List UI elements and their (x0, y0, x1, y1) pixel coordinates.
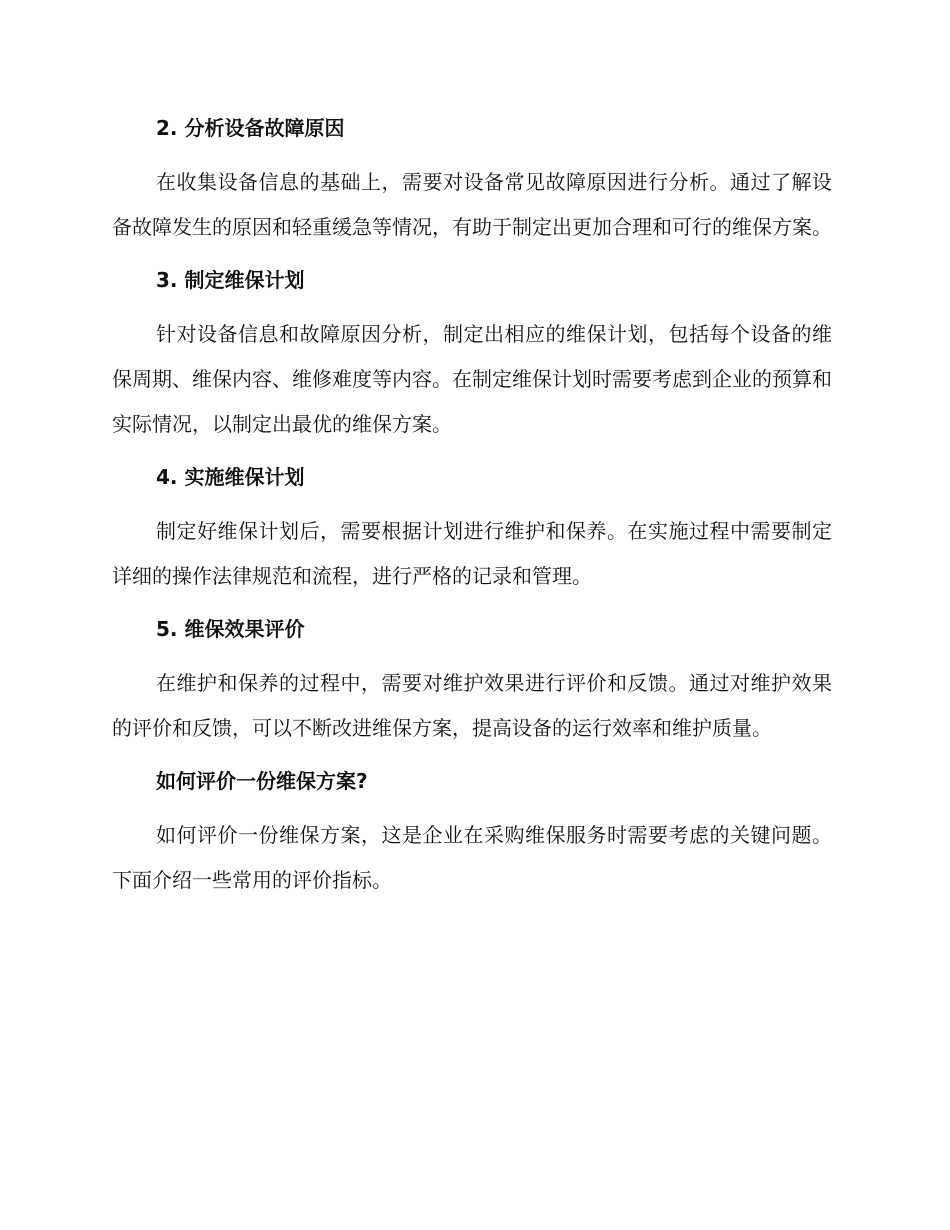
section-paragraph-maintenance-evaluation: 在维护和保养的过程中，需要对维护效果进行评价和反馈。通过对维护效果的评价和反馈，可以不断改进维保方案，提高设备的运行效率和维护质量。 (112, 671, 832, 740)
section-heading-analyze-fault-causes: 2. 分析设备故障原因 (156, 116, 345, 140)
section-paragraph-implement-maintenance-plan: 制定好维保计划后，需要根据计划进行维护和保养。在实施过程中需要制定详细的操作法律规范和流程，进行严格的记录和管理。 (112, 519, 832, 588)
section-heading-maintenance-evaluation: 5. 维保效果评价 (156, 617, 305, 641)
section-heading-implement-maintenance-plan: 4. 实施维保计划 (156, 465, 305, 489)
section-paragraph-how-to-evaluate: 如何评价一份维保方案，这是企业在采购维保服务时需要考虑的关键问题。下面介绍一些常用的评价指标。 (112, 823, 832, 892)
document-content (112, 110, 832, 915)
section-paragraph-analyze-fault-causes: 在收集设备信息的基础上，需要对设备常见故障原因进行分析。通过了解设备故障发生的原因和轻重缓急等情况，有助于制定出更加合理和可行的维保方案。 (112, 170, 832, 239)
section-paragraph-make-maintenance-plan: 针对设备信息和故障原因分析，制定出相应的维保计划，包括每个设备的维保周期、维保内容、维修难度等内容。在制定维保计划时需要考虑到企业的预算和实际情况，以制定出最优的维保方案。 (112, 322, 832, 436)
section-heading-make-maintenance-plan: 3. 制定维保计划 (156, 268, 305, 292)
section-heading-how-to-evaluate: 如何评价一份维保方案? (156, 769, 368, 793)
